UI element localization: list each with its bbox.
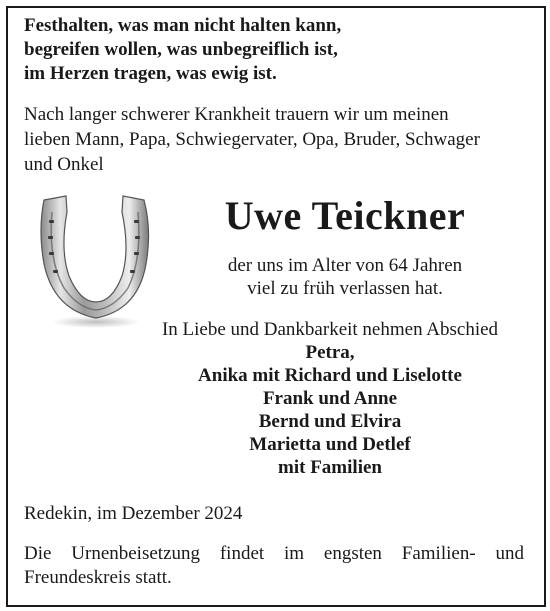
place-and-date: Redekin, im Dezember 2024 (24, 503, 243, 524)
age-line: viel zu früh verlassen hat. (247, 278, 443, 299)
burial-line: Freundeskreis statt. (24, 567, 172, 588)
age-statement (160, 254, 530, 300)
verse-line: Festhalten, was man nicht halten kann, (24, 15, 342, 36)
deceased-name: Uwe Teickner (224, 193, 466, 238)
burial-line: Die Urnenbeisetzung findet im engsten Familien- und (24, 543, 524, 564)
mourners-block (130, 318, 530, 479)
verse-line: begreifen wollen, was unbegreiflich ist, (24, 39, 338, 60)
opening-verse (24, 14, 341, 86)
mourner-name: Bernd und Elvira (258, 411, 402, 432)
verse-line: im Herzen tragen, was ewig ist. (24, 63, 277, 84)
mourner-name: Frank und Anne (262, 388, 398, 409)
farewell-intro: In Liebe und Dankbarkeit nehmen Abschied (161, 319, 499, 340)
age-line: der uns im Alter von 64 Jahren (227, 255, 463, 276)
mourner-name: Marietta und Detlef (249, 434, 411, 455)
intro-text (24, 102, 526, 177)
burial-notice (24, 542, 524, 590)
intro-line: lieben Mann, Papa, Schwiegervater, Opa, Bruder, Schwager (24, 129, 480, 150)
mourner-name: Anika mit Richard und Liselotte (198, 365, 462, 386)
intro-line: Nach langer schwerer Krankheit trauern wir um meinen (24, 104, 449, 125)
intro-line: und Onkel (24, 154, 104, 175)
mourner-name: Petra, (305, 342, 355, 363)
horseshoe-icon (36, 190, 152, 330)
mourner-name: mit Familien (278, 457, 382, 478)
